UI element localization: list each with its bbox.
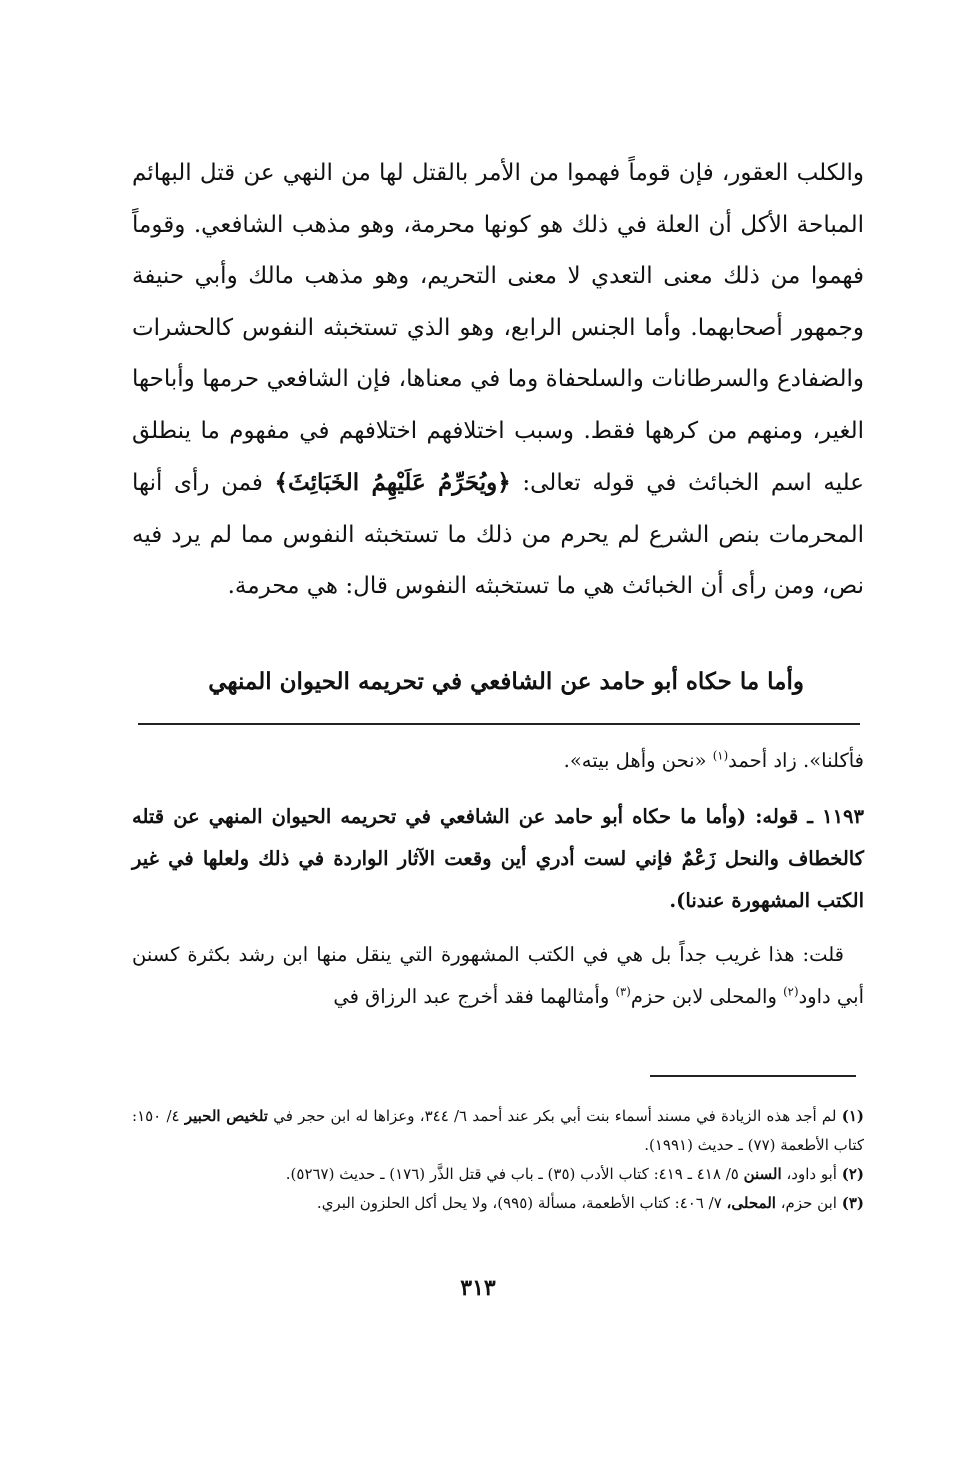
continuation-text: فأكلنا». زاد أحمد [728,749,864,772]
footnote-ref-2: (٢) [783,984,799,999]
continuation-quote: «نحن وأهل بيته». [563,749,707,772]
page-number: ٣١٣ [460,1275,496,1301]
footnotes [132,1102,864,1218]
text-divider [138,723,860,725]
footnote-tail: ٧/ ٤٠٦: كتاب الأطعمة، مسألة (٩٩٥)، ولا يحل أكل الحلزون البري. [316,1194,722,1212]
commentary-continuation [132,740,864,782]
commentary-entry: ١١٩٣ ـ قوله: (وأما ما حكاه أبو حامد عن الشافعي في تحريمه الحيوان المنهي عن قتله كالخطاف والنحل زَعْمٌ فإني لست أدري أين وقعت الآثار الواردة في ذلك ولعلها في غير الكتب المشهورة عندنا). [132,805,864,912]
commentary-qilt [132,934,864,1018]
footnote-number: (٢) [841,1165,864,1183]
main-paragraph-body: والكلب العقور، فإن قوماً فهموا من الأمر بالقتل لها من النهي عن قتل البهائم المباحة الأكل أن العلة في ذلك هو كونها محرمة، وهو مذهب الشافعي. وقوماً فهموا من ذلك معنى التعدي لا معنى التحريم، وهو مذهب مالك وأبي حنيفة وجمهور أصحابهما. وأما الجنس الرابع، وهو الذي تستخبثه النفوس كالحشرات والضفادع والسرطانات والسلحفاة وما في معناها، فإن الشافعي حرمها وأباحها الغير، ومنهم من كرهها فقط. وسبب اختلافهم اختلافهم في مفهوم ما ينطلق عليه اسم الخبائث في قوله تعالى: [132,160,865,496]
footnote-number: (١) [841,1107,864,1125]
footnote-text: لم أجد هذه الزيادة في مسند أسماء بنت أبي بكر عند أحمد ٦/ ٣٤٤، وعزاها له ابن حجر في [273,1107,837,1125]
footnote-number: (٣) [841,1194,864,1212]
footnote-tail: ٤/ ١٥٠: كتاب الأطعمة (٧٧) ـ حديث (١٩٩١). [132,1107,864,1154]
main-paragraph-end: فمن رأى أنها المحرمات بنص الشرع لم يحرم من ذلك ما تستخبثه النفوس مما لم يرد فيه نص، ومن رأى أن الخبائث هي ما تستخبثه النفوس قال: هي محرمة. [132,470,864,599]
footnote-item [132,1189,864,1218]
qilt-text-2: والمحلى لابن حزم [630,985,777,1008]
main-text [132,148,864,613]
footnote-source: تلخيص الحبير [184,1107,268,1125]
footnote-text: أبو داود، [786,1165,837,1183]
footnote-text: ابن حزم، [780,1194,837,1212]
footnote-ref-3: (٣) [615,984,631,999]
footnote-source: المحلى، [726,1194,776,1212]
footnote-item [132,1160,864,1189]
section-heading: وأما ما حكاه أبو حامد عن الشافعي في تحريمه الحيوان المنهي [208,668,804,695]
footnote-source: السنن [743,1165,782,1183]
qilt-text-1: قلت: هذا غريب جداً بل هي في الكتب المشهورة التي ينقل منها ابن رشد بكثرة كسنن أبي داود [132,943,864,1008]
quran-verse: ﴿ويُحَرِّمُ عَلَيْهِمُ الخَبَائِثَ﴾ [274,469,511,496]
qilt-text-3: وأمثالهما فقد أخرج عبد الرزاق في [333,985,610,1008]
footnote-ref-1: (١) [712,748,729,763]
commentary [132,740,864,1018]
footnote-tail: ٥/ ٤١٨ ـ ٤١٩: كتاب الأدب (٣٥) ـ باب في قتل الذَّر (١٧٦) ـ حديث (٥٢٦٧). [285,1165,739,1183]
main-paragraph [132,148,864,613]
footnote-divider [650,1075,856,1077]
footnote-item [132,1102,864,1160]
